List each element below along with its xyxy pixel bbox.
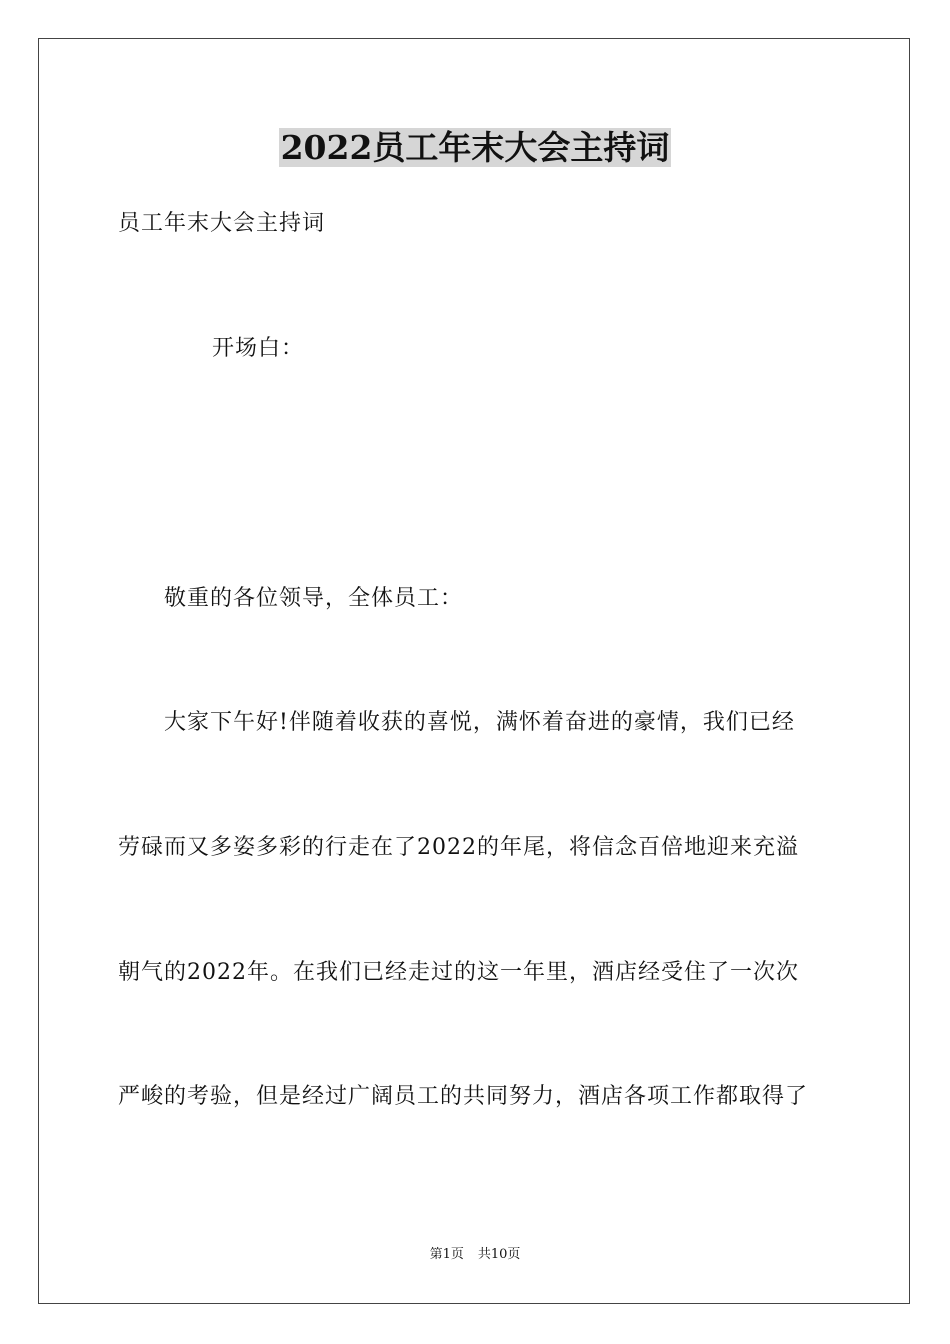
page-number: 第1页: [429, 1247, 464, 1262]
document-title: [0, 127, 950, 169]
paragraph-line: 大家下午好!伴随着收获的喜悦，满怀着奋进的豪情，我们已经: [164, 710, 795, 735]
paragraph-line: 严峻的考验，但是经过广阔员工的共同努力，酒店各项工作都取得了: [118, 1084, 809, 1109]
paragraph-line: 敬重的各位领导，全体员工：: [164, 586, 464, 611]
page-footer: [0, 1246, 950, 1264]
page-total: 共10页: [477, 1247, 521, 1262]
paragraph-line: 劳碌而又多姿多彩的行走在了2022的年尾，将信念百倍地迎来充溢: [118, 835, 799, 860]
document-subtitle: 员工年末大会主持词: [118, 211, 326, 236]
paragraph-line: 朝气的2022年。在我们已经走过的这一年里，酒店经受住了一次次: [118, 960, 799, 985]
opening-label: 开场白：: [212, 336, 305, 361]
document-title-text: 2022员工年末大会主持词: [280, 128, 670, 167]
